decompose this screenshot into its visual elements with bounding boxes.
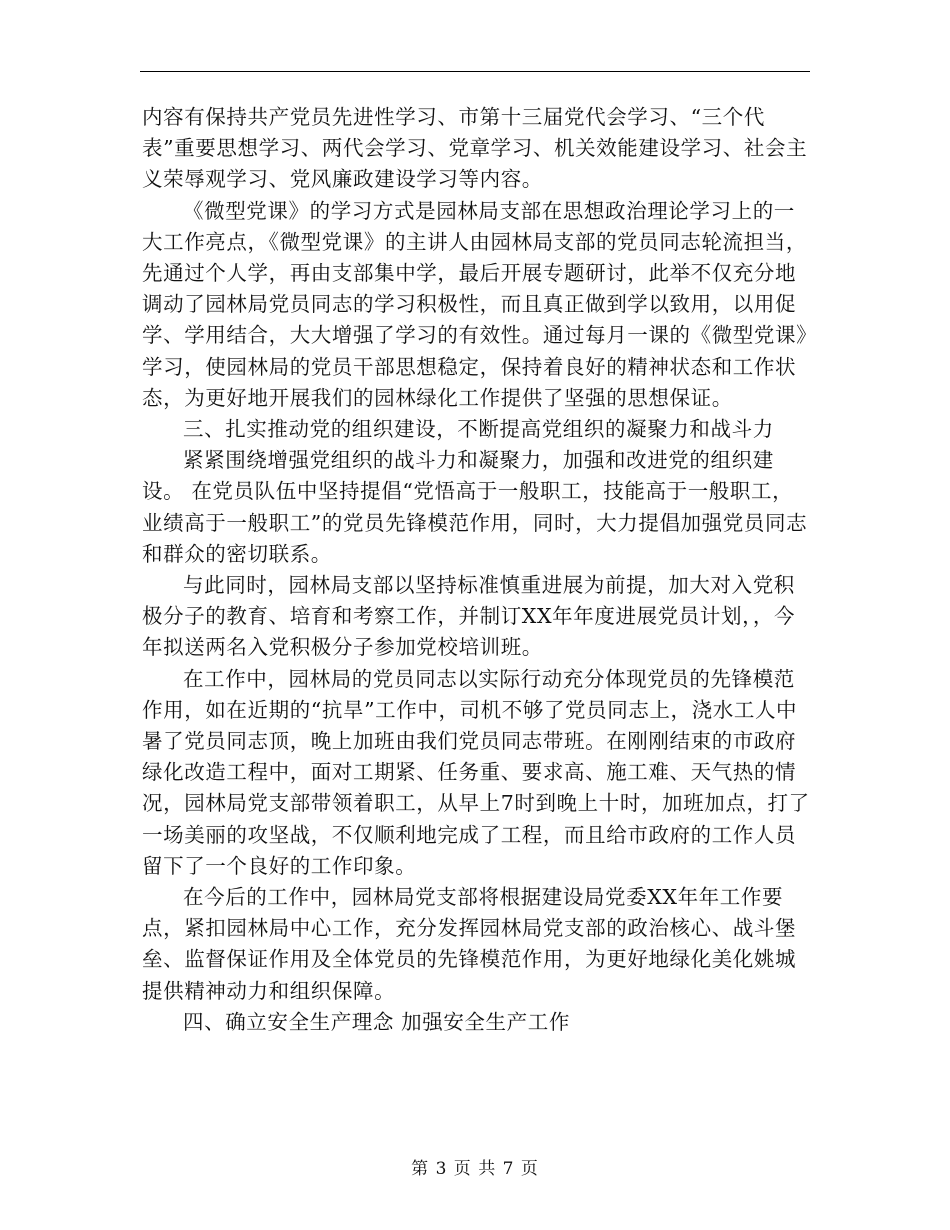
paragraph: 紧紧围绕增强党组织的战斗力和凝聚力，加强和改进党的组织建设。 在党员队伍中坚持提倡“党悟高于一般职工，技能高于一般职工，业绩高于一般职工”的党员先锋模范作用，同时，大力提倡加强党员同志和群众的密切联系。 xyxy=(142,448,808,566)
header-rule xyxy=(140,71,810,72)
paragraph: 在今后的工作中，园林局党支部将根据建设局党委XX年年工作要点，紧扣园林局中心工作，充分发挥园林局党支部的政治核心、战斗堡垒、监督保证作用及全体党员的先锋模范作用，为更好地绿化美化姚城提供精神动力和组织保障。 xyxy=(142,885,797,1003)
page-number-footer: 第 3 页 共 7 页 xyxy=(411,1159,539,1179)
paragraph: 《微型党课》的学习方式是园林局支部在思想政治理论学习上的一大工作亮点，《微型党课》的主讲人由园林局支部的党员同志轮流担当，先通过个人学，再由支部集中学，最后开展专题研讨，此举不仅充分地调动了园林局党员同志的学习积极性，而且真正做到学以致用，以用促学、学用结合，大大增强了学习的有效性。通过每月一课的《微型党课》学习，使园林局的党员干部思想稳定，保持着良好的精神状态和工作状态，为更好地开展我们的园林绿化工作提供了坚强的思想保证。 xyxy=(142,198,807,410)
document-body xyxy=(142,102,810,1038)
section-heading: 四、确立安全生产理念 加强安全生产工作 xyxy=(183,1009,570,1034)
paragraph: 与此同时，园林局支部以坚持标准慎重进展为前提，加大对入党积极分子的教育、培育和考察工作，并制订XX年年度进展党员计划，，今年拟送两名入党积极分子参加党校培训班。 xyxy=(142,573,796,660)
section-heading: 三、扎实推动党的组织建设，不断提高党组织的凝聚力和战斗力 xyxy=(183,417,774,442)
paragraph: 在工作中，园林局的党员同志以实际行动充分体现党员的先锋模范作用，如在近期的“抗旱”工作中，司机不够了党员同志上，浇水工人中暑了党员同志顶，晚上加班由我们党员同志带班。在刚刚结束的市政府绿化改造工程中，面对工期紧、任务重、要求高、施工难、天气热的情况，园林局党支部带领着职工，从早上7时到晚上十时，加班加点，打了一场美丽的攻坚战，不仅顺利地完成了工程，而且给市政府的工作人员留下了一个良好的工作印象。 xyxy=(142,666,810,878)
paragraph: 内容有保持共产党员先进性学习、市第十三届党代会学习、“三个代表”重要思想学习、两代会学习、党章学习、机关效能建设学习、社会主义荣辱观学习、党风廉政建设学习等内容。 xyxy=(142,105,808,192)
